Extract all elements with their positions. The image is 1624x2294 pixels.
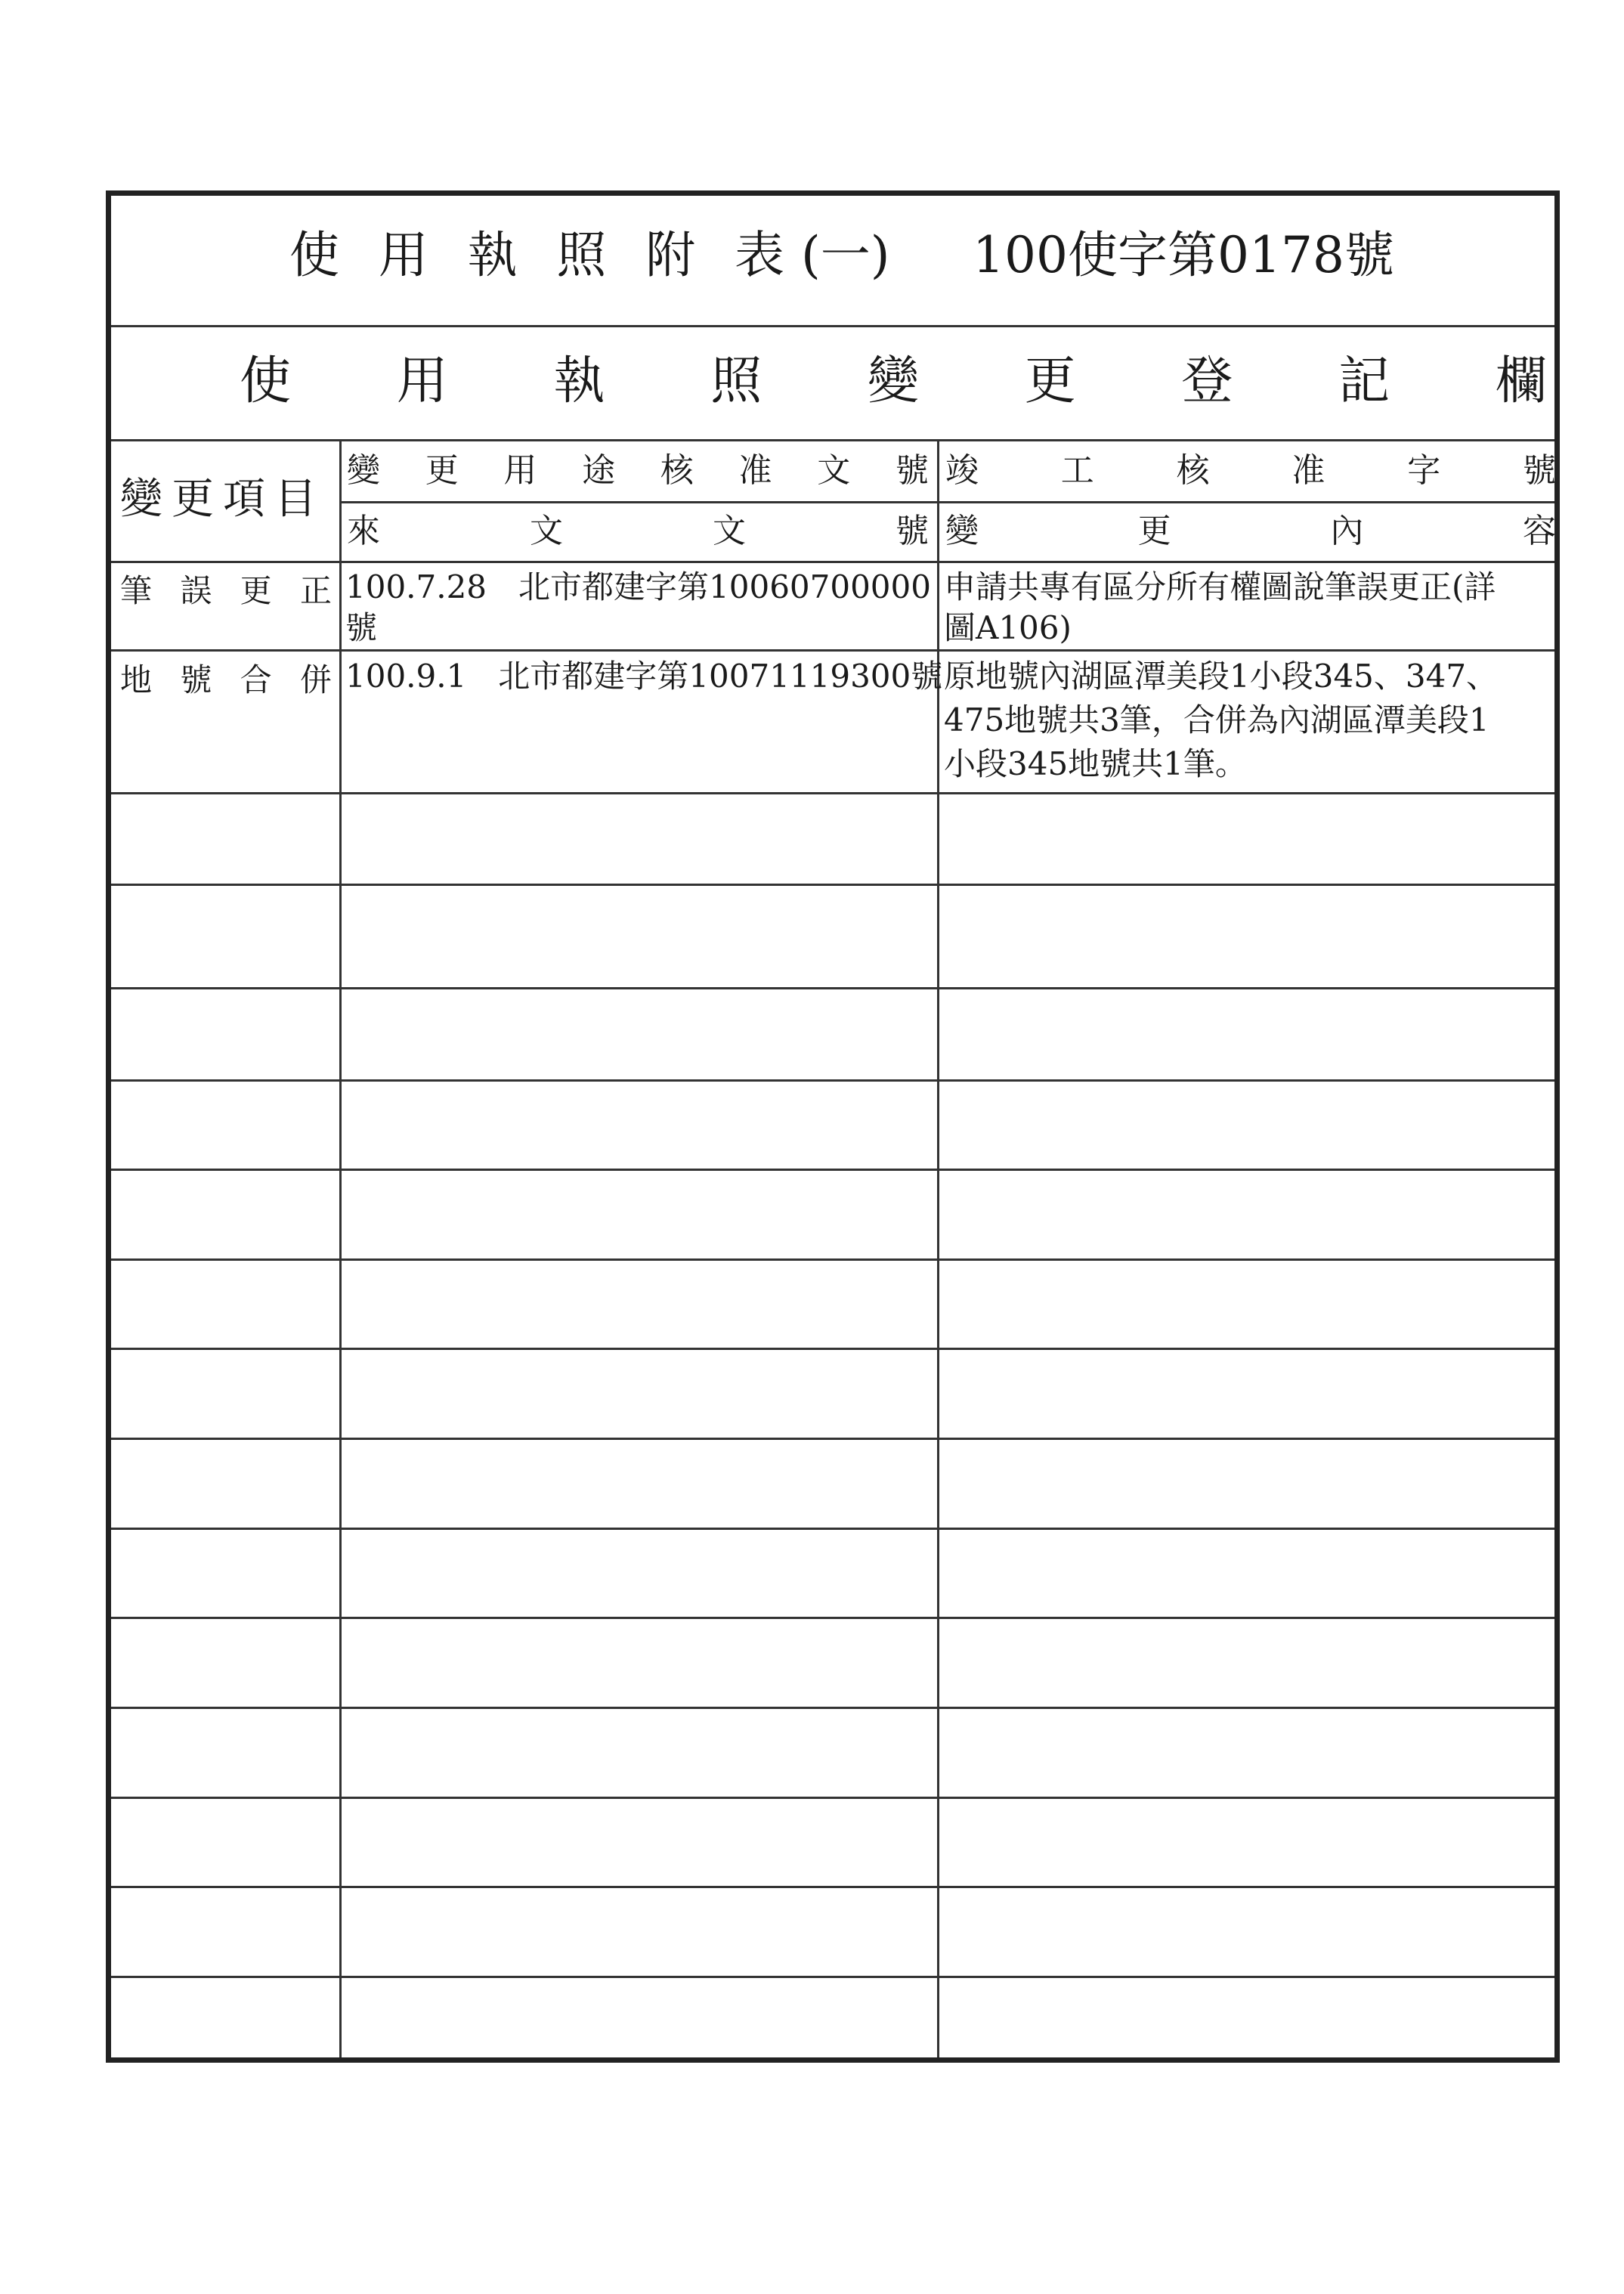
- header-completion-no: [945, 451, 1556, 490]
- spread-char: 核: [1176, 451, 1210, 490]
- spread-char: 合: [240, 661, 272, 698]
- row-content-line: 申請共專有區分所有權圖說筆誤更正(詳: [944, 568, 1496, 605]
- title-char: 用: [378, 226, 428, 284]
- section-char: 執: [553, 351, 605, 411]
- spread-char: 正: [299, 572, 332, 609]
- blank-row-rule: [111, 1707, 1554, 1709]
- spread-char: 併: [299, 661, 332, 698]
- spread-char: 變: [347, 451, 380, 490]
- spread-char: 容: [1522, 512, 1556, 550]
- permit-number: 100使字第0178號: [973, 226, 1394, 284]
- spread-char: 用: [503, 451, 537, 490]
- spread-char: 號: [895, 451, 929, 490]
- row-doc-line: 100.7.28 北市都建字第10060700000: [345, 568, 931, 605]
- rule-below-header: [111, 561, 1554, 563]
- section-char: 用: [396, 351, 448, 411]
- spread-char: 筆: [120, 572, 153, 609]
- section-title: [240, 351, 1547, 411]
- title-char: 使: [289, 226, 339, 284]
- spread-char: 號: [896, 512, 929, 550]
- title-paren: (一): [801, 226, 890, 284]
- spread-char: 更: [240, 572, 272, 609]
- header-change-item: 變更項目: [120, 475, 326, 524]
- header-change-content: [945, 512, 1556, 550]
- section-char: 使: [240, 351, 292, 411]
- section-char: 欄: [1495, 351, 1547, 411]
- blank-row-rule: [111, 1079, 1554, 1082]
- registration-form: [106, 190, 1560, 2063]
- spread-char: 文: [817, 451, 851, 490]
- spread-char: 核: [660, 451, 694, 490]
- row-doc-line: 號: [345, 609, 378, 646]
- blank-row-rule: [111, 1169, 1554, 1171]
- row-item: [120, 661, 332, 698]
- blank-row-rule: [111, 1438, 1554, 1440]
- section-char: 記: [1338, 351, 1390, 411]
- row-content-line: 原地號內湖區潭美段1小段345、347、: [944, 658, 1499, 695]
- spread-char: 准: [1291, 451, 1325, 490]
- rule-below-section: [111, 439, 1554, 441]
- blank-row-rule: [111, 1797, 1554, 1799]
- header-approval-doc: [347, 451, 929, 490]
- row-content-line: 圖A106): [944, 609, 1072, 646]
- blank-row-rule: [111, 1528, 1554, 1530]
- blank-row-rule: [111, 1976, 1554, 1978]
- section-char: 更: [1024, 351, 1076, 411]
- spread-char: 更: [1137, 512, 1171, 550]
- title-char: 附: [645, 226, 696, 284]
- header-incoming-doc: [347, 512, 929, 550]
- spread-char: 工: [1060, 451, 1094, 490]
- row-content-line: 475地號共3筆，合併為內湖區潭美段1: [944, 701, 1489, 738]
- form-title: [289, 226, 890, 284]
- col-rule-1: [339, 439, 342, 2057]
- row-item: [120, 572, 332, 609]
- title-char: 表: [734, 226, 784, 284]
- row-doc-line: 100.9.1 北市都建字第10071119300號: [345, 658, 943, 695]
- section-char: 照: [710, 351, 763, 411]
- blank-row-rule: [111, 987, 1554, 989]
- blank-row-rule: [111, 1258, 1554, 1261]
- spread-char: 更: [425, 451, 459, 490]
- spread-char: 內: [1330, 512, 1364, 550]
- section-char: 登: [1181, 351, 1233, 411]
- title-char: 照: [556, 226, 607, 284]
- spread-char: 字: [1407, 451, 1441, 490]
- spread-char: 文: [713, 512, 746, 550]
- spread-char: 地: [120, 661, 153, 698]
- rule-below-title: [111, 325, 1554, 327]
- spread-char: 文: [530, 512, 563, 550]
- blank-row-rule: [111, 1348, 1554, 1350]
- blank-row-rule: [111, 1617, 1554, 1619]
- spread-char: 准: [738, 451, 772, 490]
- rule-below-row2: [111, 792, 1554, 794]
- blank-row-rule: [111, 1886, 1554, 1888]
- section-char: 變: [867, 351, 919, 411]
- spread-char: 途: [582, 451, 616, 490]
- blank-row-rule: [111, 884, 1554, 886]
- spread-char: 號: [1522, 451, 1556, 490]
- title-char: 執: [467, 226, 518, 284]
- rule-header-mid: [339, 501, 1554, 503]
- rule-below-row1: [111, 649, 1554, 652]
- spread-char: 來: [347, 512, 380, 550]
- row-content-line: 小段345地號共1筆。: [944, 745, 1247, 782]
- spread-char: 誤: [180, 572, 212, 609]
- spread-char: 變: [945, 512, 979, 550]
- spread-char: 號: [180, 661, 212, 698]
- spread-char: 竣: [945, 451, 979, 490]
